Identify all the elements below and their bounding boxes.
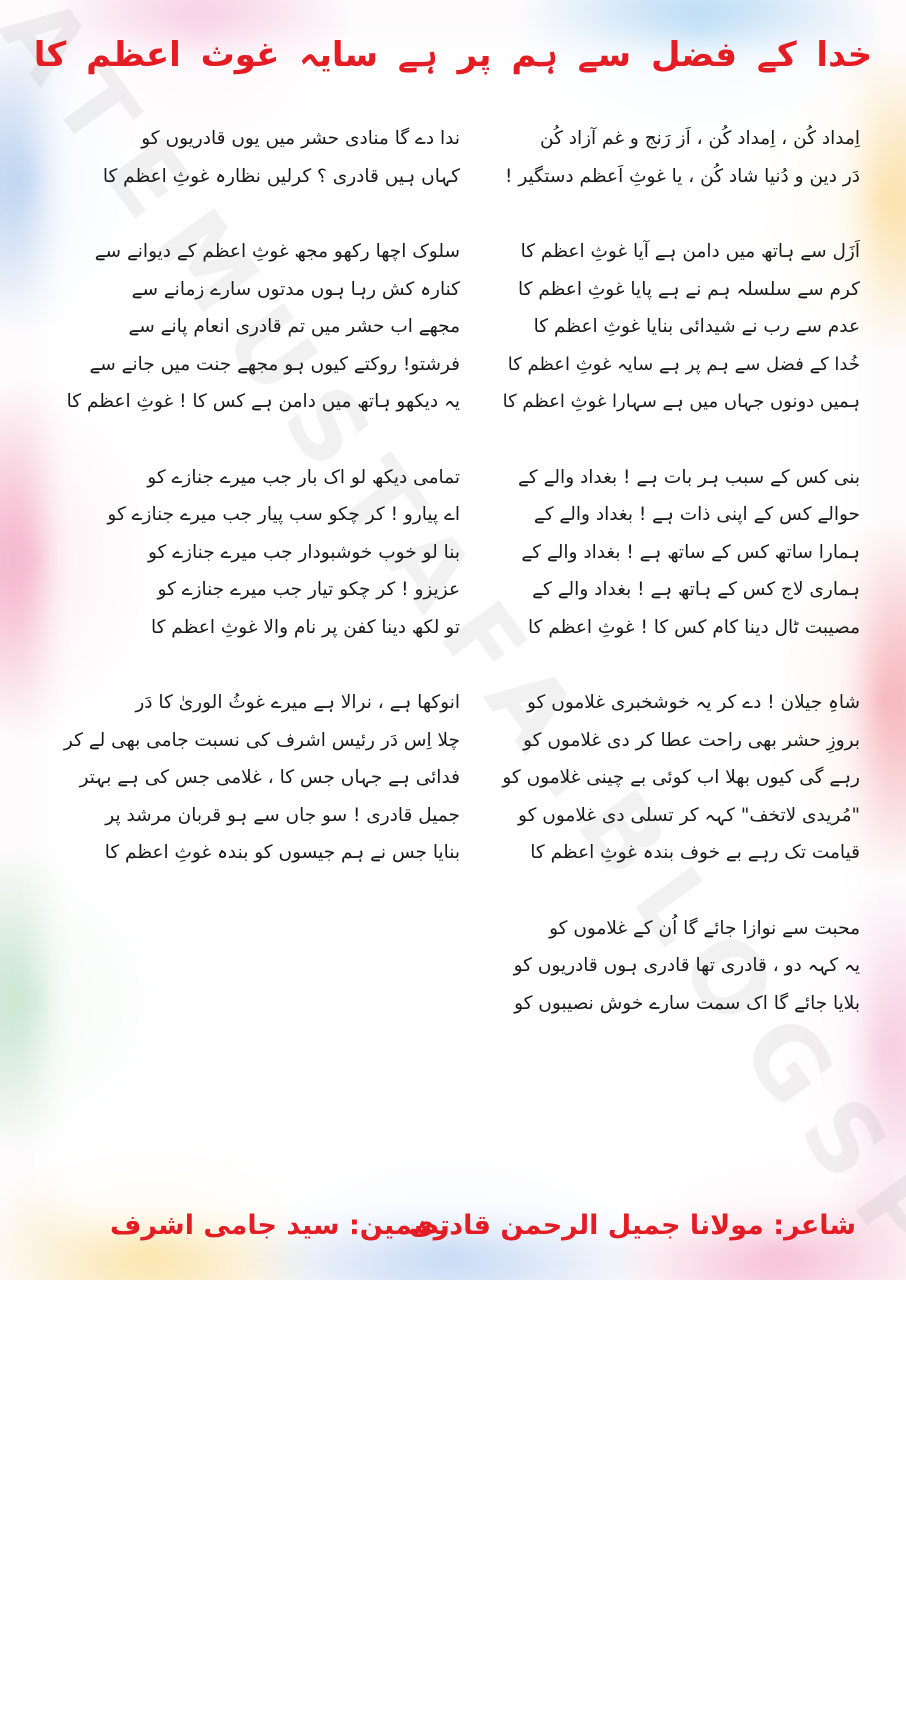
verse-line: جمیل قادری ! سو جاں سے ہو قربان مرشد پر <box>105 804 460 826</box>
stanza <box>500 233 860 421</box>
verse-line: عدم سے رب نے شیدائی بنایا غوثِ اعظم کا <box>533 316 860 337</box>
verse-line: ندا دے گا منادی حشر میں یوں قادریوں کو <box>141 128 460 149</box>
verse-line: ہمارا ساتھ کس کے ساتھ ہے ! بغداد والے کے <box>521 541 860 563</box>
verse-line: تمامی دیکھ لو اک بار جب میرے جنازے کو <box>147 466 460 488</box>
stanza <box>500 120 860 195</box>
verse-line: قیامت تک رہے بے خوف بندہ غوثِ اعظم کا <box>530 842 860 863</box>
verse-line: "مُریدی لاتخف" کہہ کر تسلی دی غلاموں کو <box>518 804 860 826</box>
stanza <box>60 233 460 421</box>
left-column <box>60 120 460 910</box>
stanza <box>60 120 460 195</box>
verse-line: اَزَل سے ہاتھ میں دامن ہے آیا غوثِ اعظم کا <box>520 241 860 262</box>
verse-line: ہماری لاج کس کے ہاتھ ہے ! بغداد والے کے <box>532 579 860 600</box>
credits-footer <box>0 1198 906 1254</box>
poet-credit: شاعر: مولانا جمیل الرحمن قادری <box>408 1210 856 1241</box>
verse-line: فرشتو! روکتے کیوں ہو مجھے جنت میں جانے سے <box>89 353 460 375</box>
verse-line: بنا لو خوب خوشبودار جب میرے جنازے کو <box>147 541 460 563</box>
verse-line: تو لکھ دینا کفن پر نام والا غوثِ اعظم کا <box>150 616 460 638</box>
verse-line: کرم سے سلسلہ ہم نے ہے پایا غوثِ اعظم کا <box>518 278 860 300</box>
verse-line: انوکھا ہے ، نرالا ہے میرے غوثُ الوریٰ کا دَر <box>135 692 460 713</box>
verse-line: یہ کہہ دو ، قادری تھا قادری ہوں قادریوں کو <box>513 955 860 976</box>
right-column <box>500 120 860 1060</box>
verse-line: ہمیں دونوں جہاں میں ہے سہارا غوثِ اعظم کا <box>502 391 860 412</box>
verse-line: عزیزو ! کر چکو تیار جب میرے جنازے کو <box>157 579 460 600</box>
verse-line: مصیبت ٹال دینا کام کس کا ! غوثِ اعظم کا <box>528 616 860 638</box>
verse-line: مجھے اب حشر میں تم قادری انعام پانے سے <box>128 316 460 337</box>
poem-title: خدا کے فضل سے ہم پر ہے سایہ غوث اعظم کا <box>33 35 873 75</box>
stanza <box>60 459 460 647</box>
tazmeen-credit: تضمین: سید جامی اشرف <box>110 1210 450 1241</box>
stanza <box>500 684 860 872</box>
verse-line: کنارہ کش رہا ہوں مدتوں سارے زمانے سے <box>131 278 460 300</box>
verse-line: کہاں ہیں قادری ؟ کرلیں نظارہ غوثِ اعظم کا <box>102 165 460 187</box>
verse-line: رہے گی کیوں بھلا اب کوئی بے چینی غلاموں کو <box>502 767 860 788</box>
verse-line: سلوک اچھا رکھو مجھ غوثِ اعظم کے دیوانے سے <box>94 241 460 262</box>
verse-line: بلایا جائے گا اک سمت سارے خوش نصیبوں کو <box>514 992 860 1014</box>
stanza <box>60 684 460 872</box>
stanza <box>500 459 860 647</box>
stanza <box>500 910 860 1023</box>
verse-line: چلا اِس دَر رئیس اشرف کی نسبت جامی بھی لے کر <box>63 729 460 751</box>
verse-line: بنی کس کے سبب ہر بات ہے ! بغداد والے کے <box>518 466 860 488</box>
verse-line: بروزِ حشر بھی راحت عطا کر دی غلاموں کو <box>523 729 860 751</box>
verse-line: فدائی ہے جہاں جس کا ، غلامی جس کی ہے بہتر <box>79 767 460 788</box>
verse-line: حوالے کس کے اپنی ذات ہے ! بغداد والے کے <box>533 504 860 525</box>
verse-line: خُدا کے فضل سے ہم پر ہے سایہ غوثِ اعظم کا <box>507 353 860 375</box>
verse-line: یہ دیکھو ہاتھ میں دامن ہے کس کا ! غوثِ اعظم کا <box>66 391 460 412</box>
verse-line: اِمداد کُن ، اِمداد کُن ، اَز رَنج و غم آزاد کُن <box>539 128 860 149</box>
verse-line: بنایا جس نے ہم جیسوں کو بندہ غوثِ اعظم کا <box>104 842 460 863</box>
verse-line: دَر دین و دُنیا شاد کُن ، یا غوثِ اَعظم دستگیر ! <box>505 165 860 187</box>
verse-line: شاہِ جیلان ! دے کر یہ خوشخبری غلاموں کو <box>527 692 860 713</box>
verse-line: اے پیارو ! کر چکو سب پیار جب میرے جنازے کو <box>107 504 460 525</box>
verse-line: محبت سے نوازا جائے گا اُن کے غلاموں کو <box>549 917 860 939</box>
